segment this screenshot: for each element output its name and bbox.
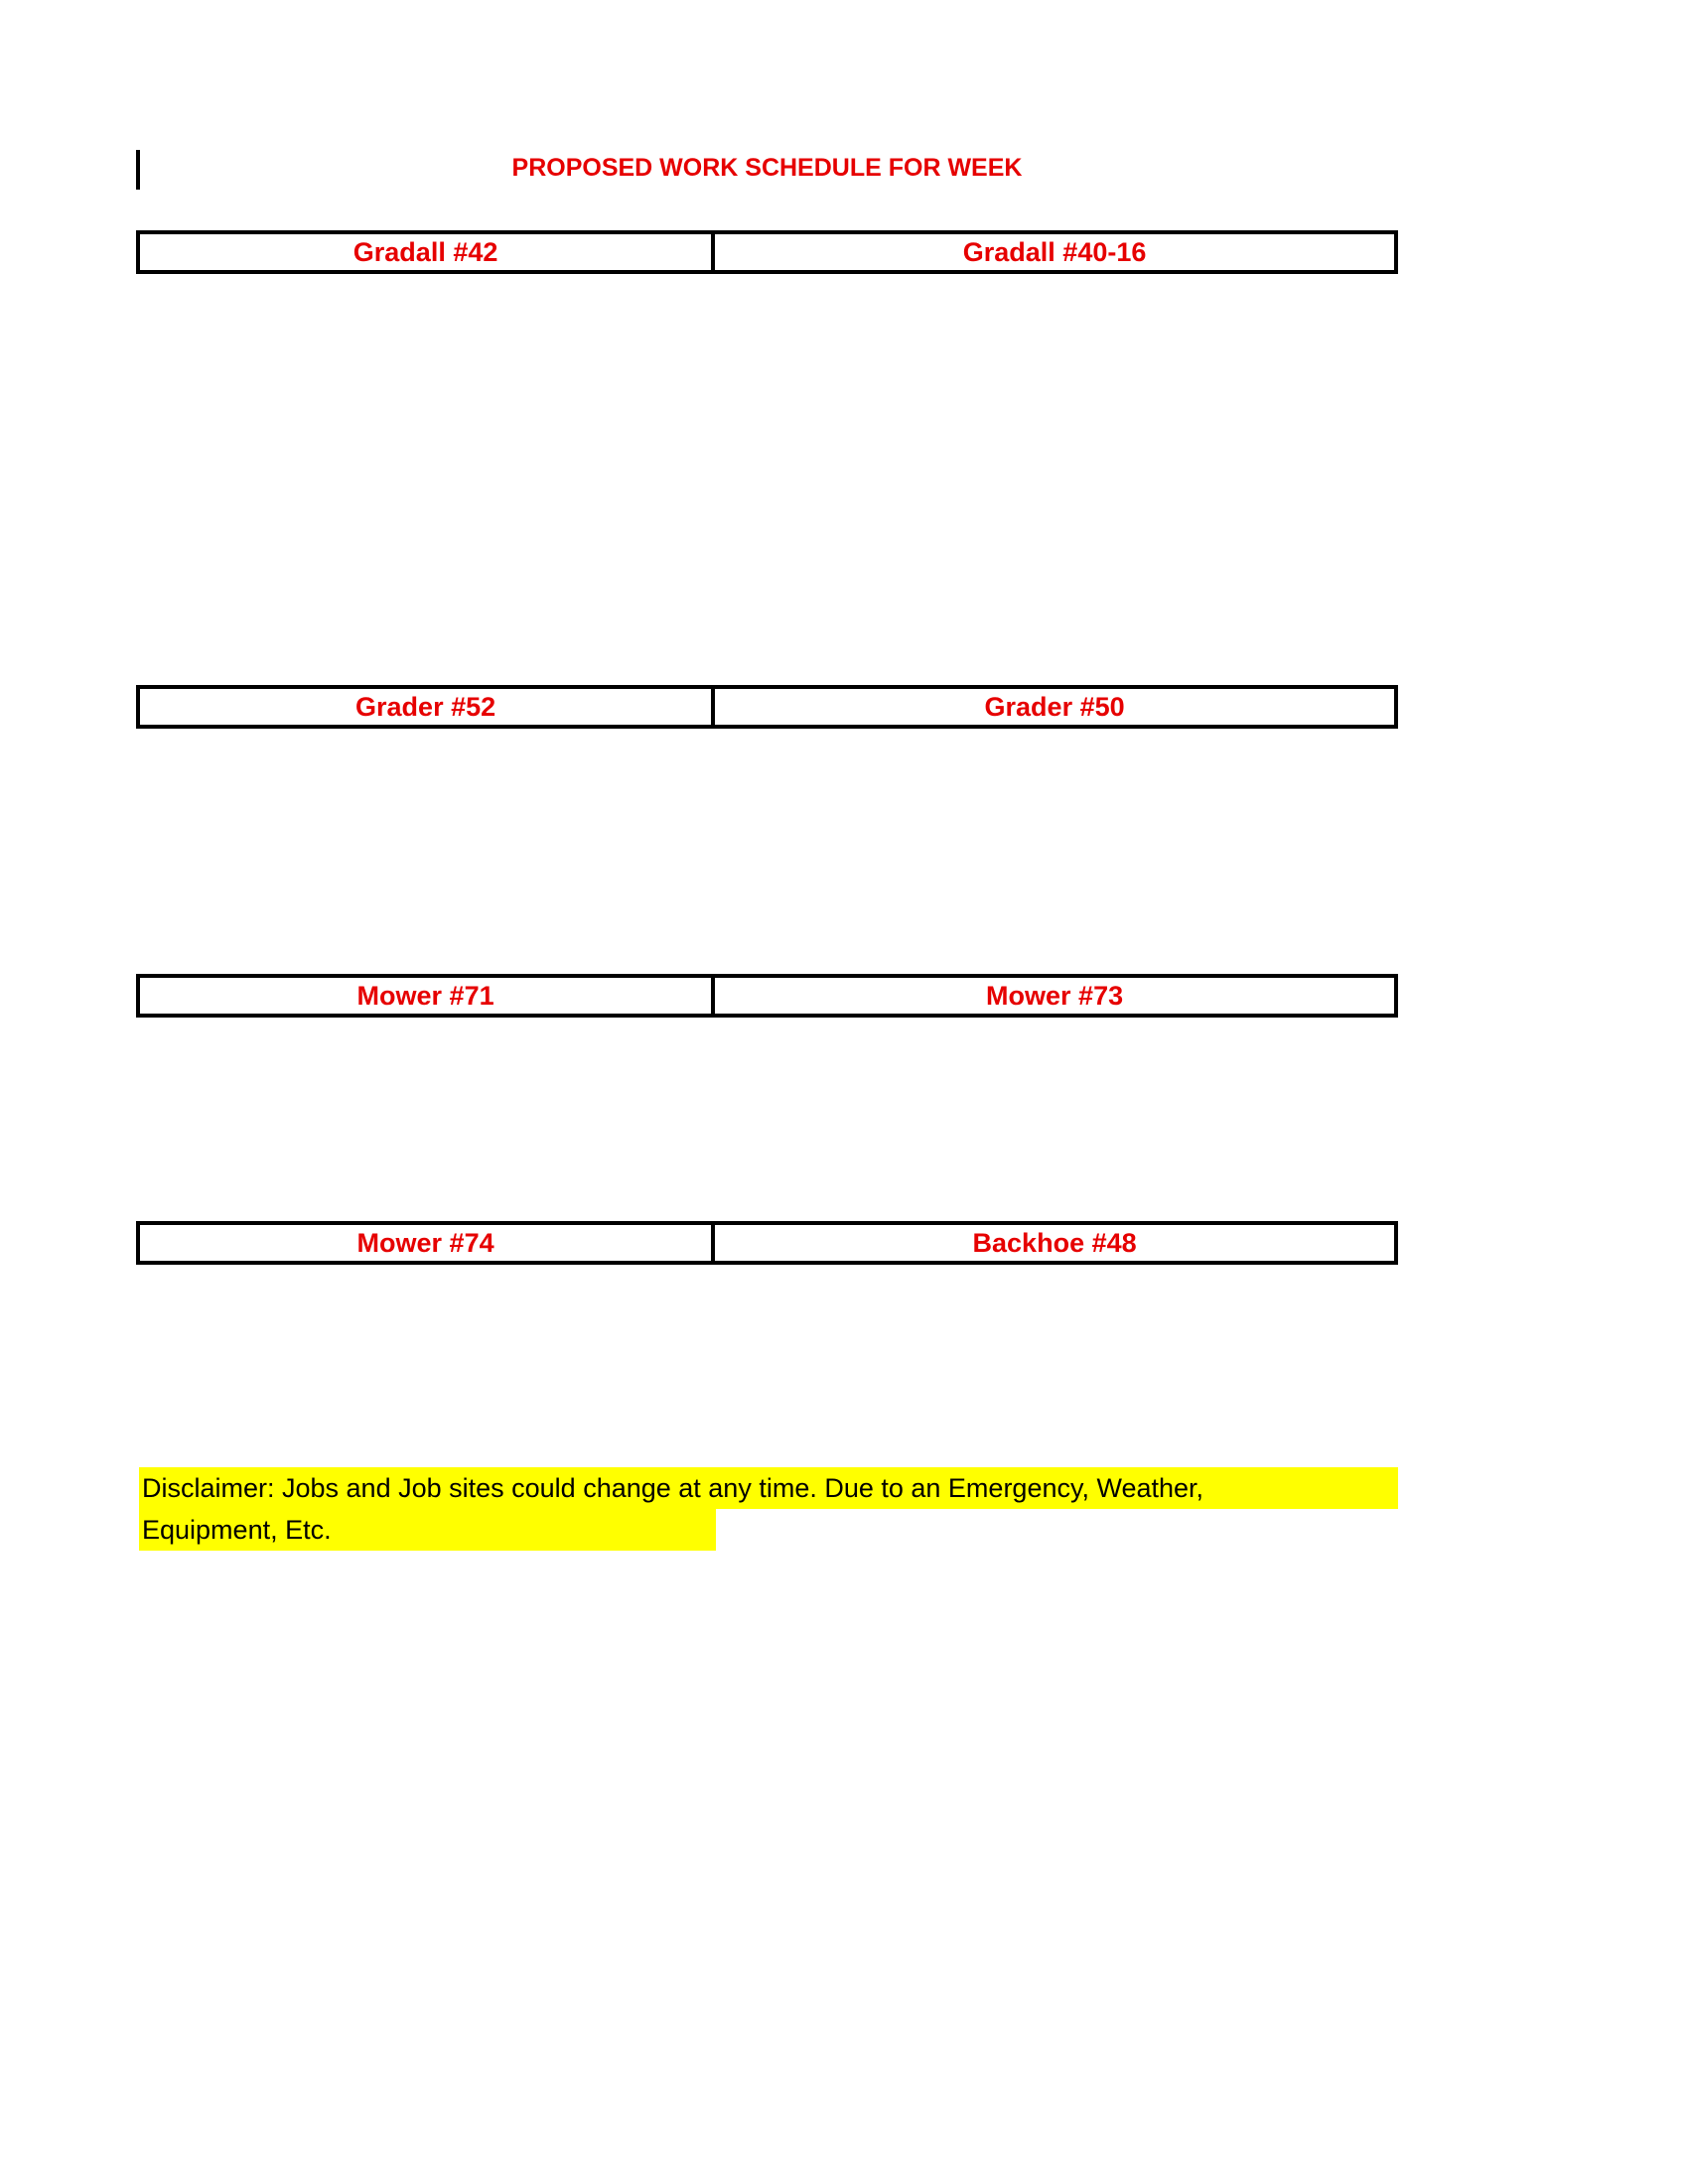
equipment-header-cell[interactable]: Mower #71 xyxy=(136,974,715,1018)
disclaimer-note xyxy=(139,1467,1398,1551)
equipment-header-row xyxy=(136,230,1398,274)
equipment-header-row xyxy=(136,1221,1398,1265)
disclaimer-line: Disclaimer: Jobs and Job sites could change at any time. Due to an Emergency, Weather, xyxy=(139,1467,1398,1509)
equipment-header-row xyxy=(136,974,1398,1018)
equipment-header-cell[interactable]: Grader #52 xyxy=(136,685,715,729)
equipment-header-cell[interactable]: Gradall #40-16 xyxy=(715,230,1398,274)
equipment-header-row xyxy=(136,685,1398,729)
equipment-header-cell[interactable]: Mower #74 xyxy=(136,1221,715,1265)
equipment-header-cell[interactable]: Gradall #42 xyxy=(136,230,715,274)
page-title: PROPOSED WORK SCHEDULE FOR WEEK xyxy=(511,154,1023,182)
equipment-header-cell[interactable]: Grader #50 xyxy=(715,685,1398,729)
disclaimer-line: Equipment, Etc. xyxy=(139,1509,716,1551)
equipment-header-cell[interactable]: Mower #73 xyxy=(715,974,1398,1018)
equipment-header-cell[interactable]: Backhoe #48 xyxy=(715,1221,1398,1265)
